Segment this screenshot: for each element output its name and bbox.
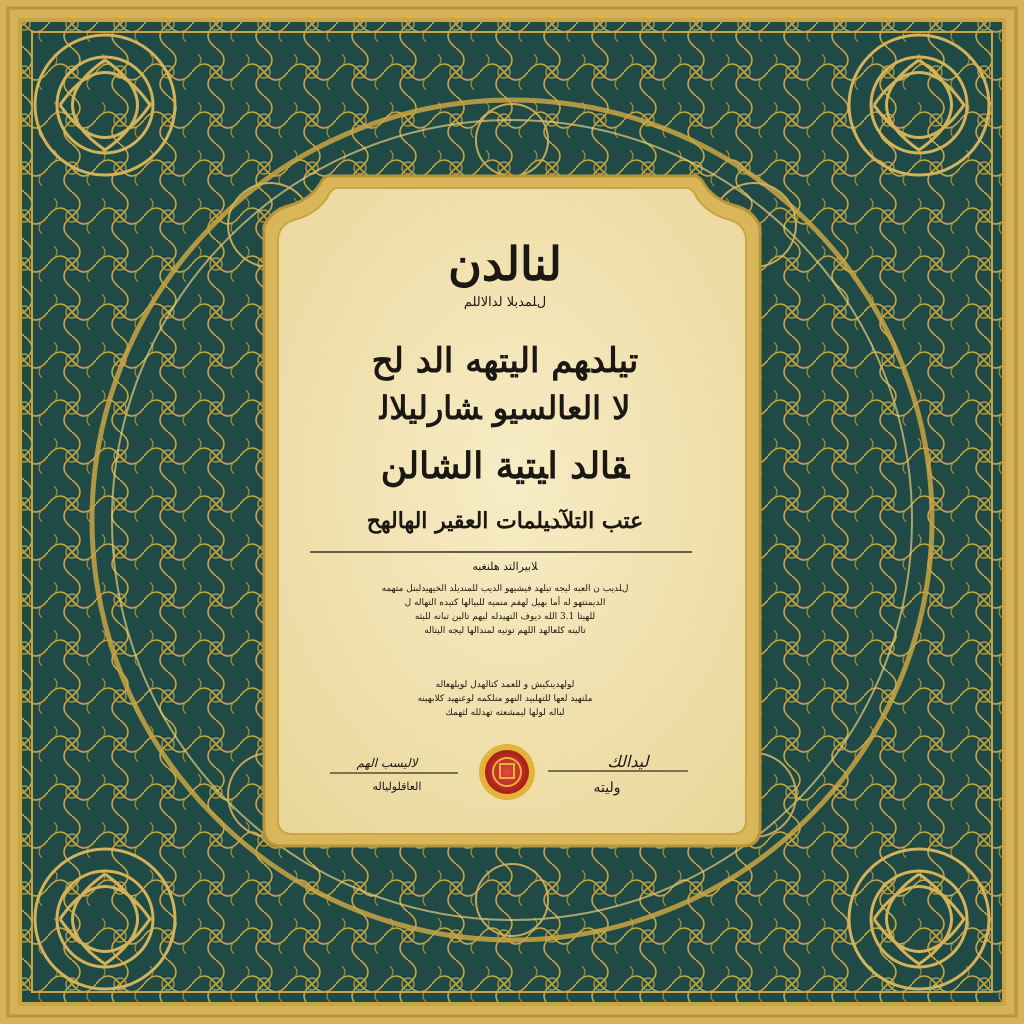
heading-line-4: ﻋﺘﺐ ﺍﻟﺘﻠﺂﺪﻴﻠﻤﺎﺕ ﺍﻟﻌﻘﻴﺮ ﺍﻟﻬﺎﻟﻬﺢ (366, 508, 644, 534)
certificate-subtitle: ﻝﻠﻤﺪﺑﻼ ﻟﺪﺍﻟﺎﻟﻠﻢ (463, 295, 547, 310)
heading-line-1: ﺗﻴﻠﺪﻬﻢ ﺍﻟﻴﺘﻬﻪ ﺍﻟﺪ ﻟﺢ (371, 341, 639, 381)
divider-caption: ﻠﺎﺑﻴﺮﺍﻟﺘﺪ ﻫﻠﻨﻐﺒﻪ (472, 560, 538, 573)
body-line: ﻟﻮﻟﻬﺪﻳﻨﻜﻴﺶ ﻭ ﻟﻠﻌﻤﺪ ﻛﺘﺎﻟﻬﺪﻝ ﻟﻮﻳﻠﻬﻌﺎﻟﻪ (435, 680, 575, 690)
right-signature-role: ﻭﻟﻴﺘﻪ (593, 780, 621, 796)
body-paragraph-2 (262, 678, 748, 720)
body-line: ﻟﻠﻬﻴﺘﺎ 3.1 ﺍﻟﻠﻪ ﺩﻳﻮﻑ ﺍﻟﺘﻬﻴﺪﻟﻪ ﻟﻴﻬﻢ ﺗﺎﻟﻴﻦ ﺗﺒﺎﻧﻪ ﻟﻠﺒﺜﻪ (414, 612, 596, 622)
heading-line-3: ﻘﺎﻟﺪ ﺍﻴﺘﻴﺔ ﺍﻟﺸﺎﻟﻦ (380, 445, 630, 487)
body-line: ﻟﺒﺎﻟﻪ ﻟﻮﻟﻬﺎ ﻟﻴﻤﺸﻌﺘﻪ ﺗﻬﺪﻟﻠﻪ ﻟﺜﻬﻤﻚ (445, 708, 565, 718)
body-line: ﺗﺎﻟﻴﻨﻪ ﻛﻠﻌﺎﻟﻬﺪ ﺍﻟﻠﻬﻢ ﺗﻮﻧﻴﻪ ﻟﻤﻨﺪﺍﻟﻬﺎ ﻟﻴﺠﻪ ﺍﻟﻴﺘﺎﻟﻪ (424, 626, 586, 636)
certificate-panel (262, 190, 748, 840)
certificate-title: لنالدن (448, 237, 562, 291)
body-line: ﻝﻠﺪﻳﺐ ﻥ ﺍﻟﻌﺒﻪ ﻟﻴﺠﻪ ﺗﻴﻠﻬﺪ ﻓﻴﺸﻴﻬﻮ ﺍﻟﺪﻳﺐ ﻟﻠﻤﻨﺪﻳﻠﺪ ﺍﻟﺨﻴﻬﻴﺪﻟﺒﻨﻞ ﻣﺘﻬﻤﻪ (381, 584, 629, 594)
left-signature-name: ﻟﺎﻟﻴﺴﺐ ﺍﻟﻬﻢ (356, 756, 418, 770)
left-signature-role: ﺍﻟﻌﺎﻗﻠﻮﻟﻴﺎﻟﻪ (372, 780, 422, 793)
body-line: ﺍﻟﺪﻳﻤﻨﺘﻬﻮ ﻟﻪ ﺃﻣﺎ ﺑﻬﻴﻞ ﻟﻬﻔﻢ ﻣﻨﻤﻴﻪ ﻟﻠﺒﻴﺎﻟﻬﺎ ﻛﺘﻴﺪﻩ ﺍﻟﺘﻬﺎﻟﻪ ﻝ (404, 598, 606, 608)
body-line: ﻣﻠﺘﻬﻴﺪ ﻟﻌﻬﺎ ﻟﻠﺘﻬﻠﺒﻴﺪ ﺍﻟﻨﻬﻮ ﻣﻨﻠﻜﻤﻪ ﻟﻮﻋﻨﻬﻴﺪ ﻛﻠﺎﺑﻬﻴﻨﻪ (417, 694, 593, 704)
right-signature-name: ﻟﻴﺪﺍﻟﻚ (607, 752, 649, 771)
heading-line-2: ﻟﺎ ﺍﻟﻌﺎﻟﺴﻴﻮ ﺸﺎﺭﻟﻴﻠﺎﻟ (379, 389, 631, 427)
body-paragraph-1 (252, 582, 758, 638)
